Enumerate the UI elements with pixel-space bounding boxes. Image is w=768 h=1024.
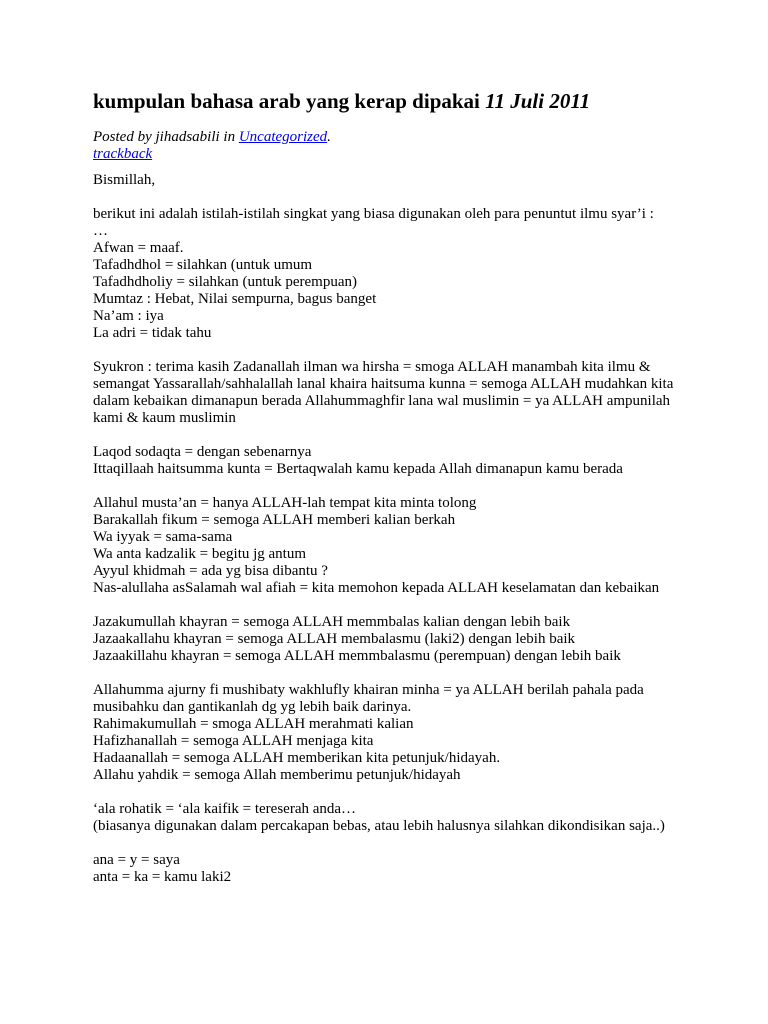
posted-by-text: Posted by jihadsabili in	[93, 129, 239, 145]
text-line: Allahu yahdik = semoga Allah memberimu petunjuk/hidayah	[93, 767, 461, 783]
text-line: Jazaakillahu khayran = semoga ALLAH memmbalasmu (perempuan) dengan lebih baik	[93, 648, 621, 664]
post-title	[93, 88, 683, 114]
text-line: Tafadhdholiy = silahkan (untuk perempuan)	[93, 274, 358, 290]
text-line: Hafizhanallah = semoga ALLAH menjaga kita	[93, 733, 374, 749]
text-line: La adri = tidak tahu	[93, 325, 212, 341]
paragraph	[93, 359, 683, 427]
category-link[interactable]: Uncategorized	[238, 129, 328, 145]
text-line: Hadaanallah = semoga ALLAH memberikan kita petunjuk/hidayah.	[93, 750, 501, 766]
text-line: anta = ka = kamu laki2	[93, 869, 232, 885]
post-meta	[93, 129, 683, 163]
text-line: Tafadhdhol = silahkan (untuk umum	[93, 257, 313, 273]
text-line: Ittaqillaah haitsumma kunta = Bertaqwalah kamu kepada Allah dimanapun kamu berada	[93, 461, 623, 477]
post-title-text: kumpulan bahasa arab yang kerap dipakai	[93, 89, 480, 113]
paragraph	[93, 852, 683, 886]
text-line: ana = y = saya	[93, 852, 180, 868]
paragraph	[93, 614, 683, 665]
paragraph	[93, 495, 683, 597]
text-line: Bismillah,	[93, 172, 156, 188]
text-line: Wa anta kadzalik = begitu jg antum	[93, 546, 307, 562]
text-line: Laqod sodaqta = dengan sebenarnya	[93, 444, 312, 460]
article	[93, 88, 683, 903]
text-line: Na’am : iya	[93, 308, 164, 324]
paragraph	[93, 206, 683, 342]
text-line: Ayyul khidmah = ada yg bisa dibantu ?	[93, 563, 328, 579]
text-line: Barakallah fikum = semoga ALLAH memberi kalian berkah	[93, 512, 456, 528]
trackback-link[interactable]: trackback	[93, 146, 153, 162]
paragraph	[93, 801, 683, 835]
text-line: berikut ini adalah istilah-istilah singkat yang biasa digunakan oleh para penuntut ilmu syar’i :	[93, 206, 654, 222]
text-line: Allahumma ajurny fi mushibaty wakhlufly khairan minha = ya ALLAH berilah pahala pada musibahku dan gantikanlah dg yg lebih baik darinya.	[93, 682, 644, 715]
post-content	[93, 172, 683, 886]
text-line: Rahimakumullah = smoga ALLAH merahmati kalian	[93, 716, 414, 732]
text-line: Mumtaz : Hebat, Nilai sempurna, bagus banget	[93, 291, 377, 307]
text-line: Wa iyyak = sama-sama	[93, 529, 233, 545]
text-line: Jazakumullah khayran = semoga ALLAH memmbalas kalian dengan lebih baik	[93, 614, 571, 630]
posted-by-suffix: .	[327, 129, 331, 145]
paragraph	[93, 172, 683, 189]
text-line: Syukron : terima kasih Zadanallah ilman wa hirsha = smoga ALLAH manambah kita ilmu & semangat Yassarallah/sahhalallah lanal khaira haitsuma kunna = semoga ALLAH mudahkan kita dalam kebaikan dimanapun berada Allahummaghfir lana wal muslimin = ya ALLAH ampunilah kami & kaum muslimin	[93, 359, 674, 426]
text-line: Afwan = maaf.	[93, 240, 184, 256]
paragraph	[93, 444, 683, 478]
text-line: …	[93, 223, 108, 239]
text-line: ‘ala rohatik = ‘ala kaifik = tereserah anda…	[93, 801, 357, 817]
paragraph	[93, 682, 683, 784]
text-line: Allahul musta’an = hanya ALLAH-lah tempat kita minta tolong	[93, 495, 477, 511]
post-date: 11 Juli 2011	[485, 89, 591, 113]
text-line: (biasanya digunakan dalam percakapan bebas, atau lebih halusnya silahkan dikondisikan saja..)	[93, 818, 665, 834]
text-line: Nas-alullaha asSalamah wal afiah = kita memohon kepada ALLAH keselamatan dan kebaikan	[93, 580, 660, 596]
text-line: Jazaakallahu khayran = semoga ALLAH membalasmu (laki2) dengan lebih baik	[93, 631, 576, 647]
